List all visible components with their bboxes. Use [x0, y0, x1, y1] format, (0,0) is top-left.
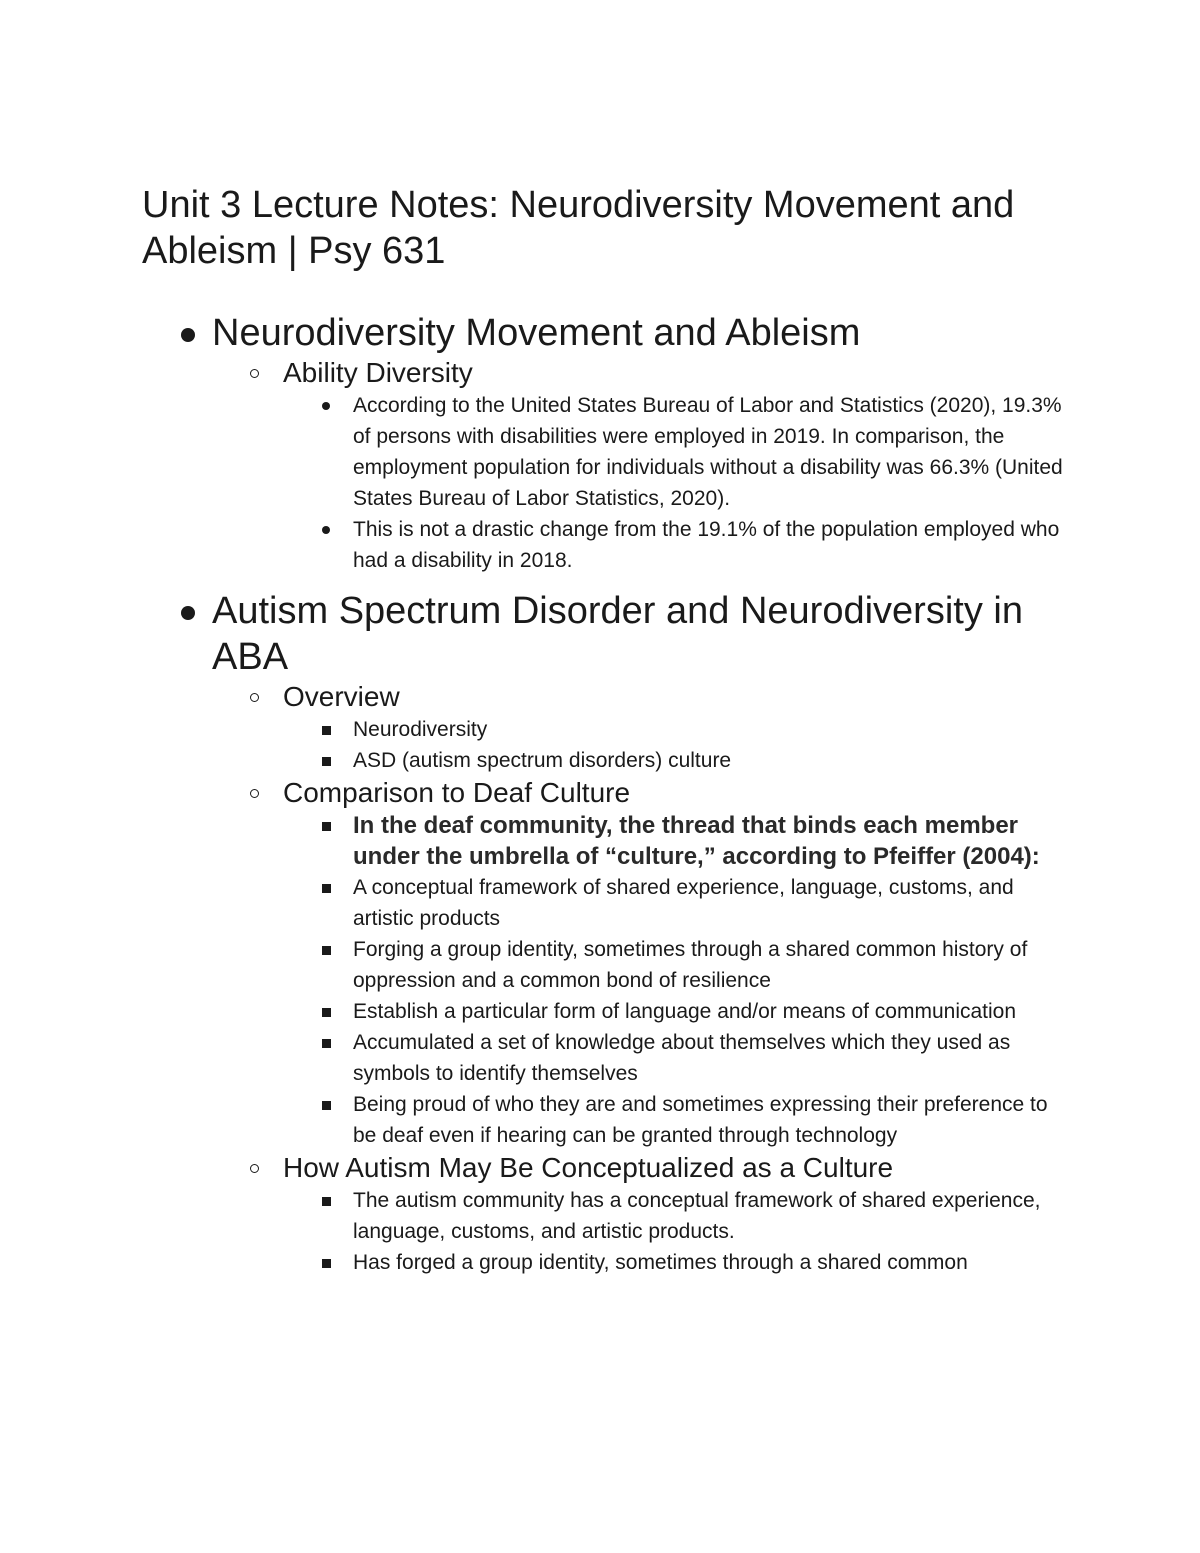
hollow-circle-bullet-icon — [250, 693, 259, 702]
list-item — [0, 714, 1063, 745]
list-item-text: In the deaf community, the thread that binds each member under the umbrella of “culture,” according to Pfeiffer (2004): — [353, 812, 1040, 870]
square-bullet-icon — [322, 1259, 331, 1268]
list-item — [0, 1089, 1063, 1151]
square-bullet-icon — [322, 1101, 331, 1110]
list-item-text: ASD (autism spectrum disorders) culture — [353, 749, 732, 772]
section-heading-autism-spectrum — [0, 588, 1062, 680]
square-bullet-icon — [322, 757, 331, 766]
subsection-heading-text: Comparison to Deaf Culture — [283, 777, 631, 808]
dot-bullet-icon — [322, 526, 330, 534]
square-bullet-icon — [322, 1039, 331, 1048]
square-bullet-icon — [322, 726, 331, 735]
section-heading-neurodiversity-movement — [0, 310, 1062, 356]
section-heading-text: Neurodiversity Movement and Ableism — [212, 312, 861, 354]
list-item — [0, 514, 1063, 576]
list-item-text: The autism community has a conceptual framework of shared experience, language, customs, and artistic products. — [353, 1189, 1041, 1243]
subsection-heading-text: Ability Diversity — [283, 357, 473, 388]
subsection-heading-deaf-culture — [0, 776, 1073, 810]
list-item — [0, 996, 1063, 1027]
dot-bullet-icon — [322, 402, 330, 410]
square-bullet-icon — [322, 946, 331, 955]
square-bullet-icon — [322, 884, 331, 893]
square-bullet-icon — [322, 822, 331, 831]
list-item-text: This is not a drastic change from the 19.1% of the population employed who had a disability in 2018. — [353, 518, 1060, 572]
list-item — [0, 1247, 1063, 1278]
list-item-text: Has forged a group identity, sometimes through a shared common — [353, 1251, 968, 1274]
list-item — [0, 934, 1063, 996]
filled-circle-bullet-icon — [181, 328, 195, 342]
list-item-text: A conceptual framework of shared experience, language, customs, and artistic products — [353, 876, 1014, 930]
square-bullet-icon — [322, 1008, 331, 1017]
list-item-text: Accumulated a set of knowledge about themselves which they used as symbols to identify themselves — [353, 1031, 1011, 1085]
list-item — [0, 390, 1063, 514]
list-item-text: Establish a particular form of language and/or means of communication — [353, 1000, 1017, 1023]
notes-outline — [0, 310, 1200, 1278]
subsection-heading-ability-diversity — [0, 356, 1073, 390]
list-item-text: According to the United States Bureau of Labor and Statistics (2020), 19.3% of persons with disabilities were employed in 2019. In comparison, the employment population for individuals without a disability was 66.3% (United States Bureau of Labor Statistics, 2020). — [353, 394, 1063, 510]
list-item — [0, 745, 1063, 776]
subsection-heading-autism-culture — [0, 1151, 1073, 1185]
square-bullet-icon — [322, 1197, 331, 1206]
list-item-text: Forging a group identity, sometimes through a shared common history of oppression and a common bond of resilience — [353, 938, 1028, 992]
subsection-heading-text: Overview — [283, 681, 400, 712]
filled-circle-bullet-icon — [181, 606, 195, 620]
list-item — [0, 872, 1063, 934]
hollow-circle-bullet-icon — [250, 789, 259, 798]
list-item — [0, 1027, 1063, 1089]
subsection-heading-text: How Autism May Be Conceptualized as a Culture — [283, 1152, 894, 1183]
list-item-text: Being proud of who they are and sometimes expressing their preference to be deaf even if hearing can be granted through technology — [353, 1093, 1048, 1147]
page-title: Unit 3 Lecture Notes: Neurodiversity Movement and Ableism | Psy 631 — [142, 184, 1015, 272]
hollow-circle-bullet-icon — [250, 1164, 259, 1173]
list-item-emphasized — [0, 810, 1063, 872]
section-heading-text: Autism Spectrum Disorder and Neurodiversity in ABA — [212, 590, 1023, 678]
hollow-circle-bullet-icon — [250, 369, 259, 378]
list-item-text: Neurodiversity — [353, 718, 488, 741]
subsection-heading-overview — [0, 680, 1073, 714]
list-item — [0, 1185, 1063, 1247]
